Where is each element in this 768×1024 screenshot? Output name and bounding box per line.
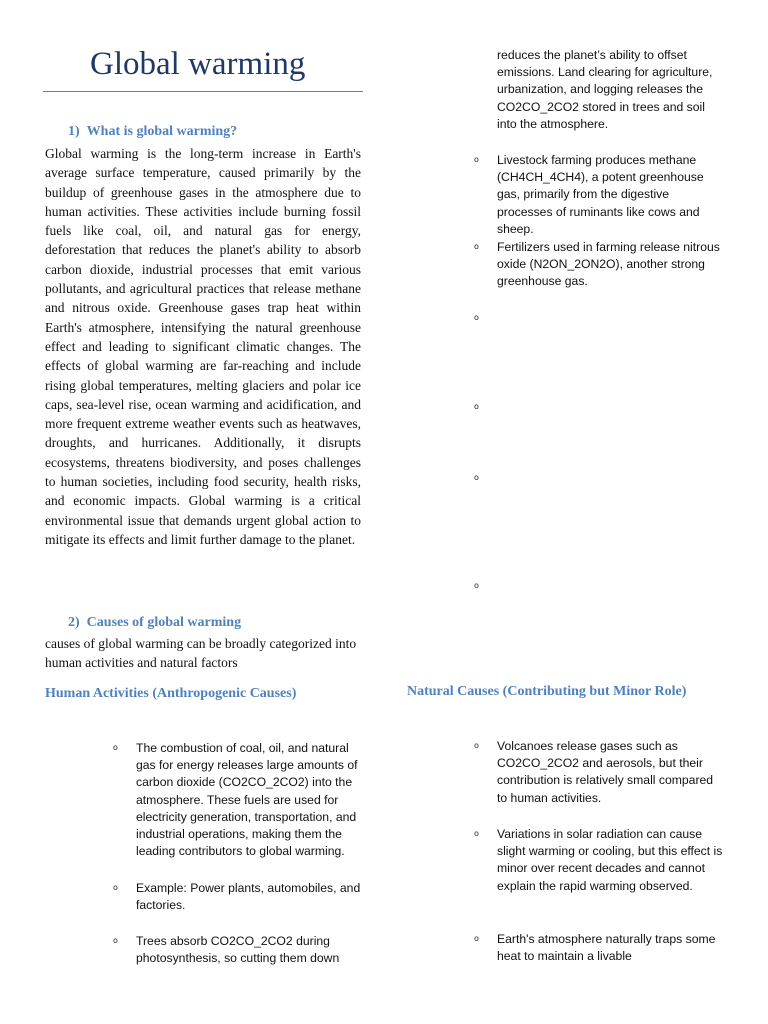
bullet-marker: o xyxy=(113,883,118,892)
bullet-marker: o xyxy=(474,155,479,164)
bullet-marker: o xyxy=(474,829,479,838)
livestock-item: Livestock farming produces methane (CH4CH_4CH4), a potent greenhouse gas, primarily from the digestive processes of ruminants like cows and sheep. xyxy=(497,153,704,236)
section1-paragraph: Global warming is the long-term increase in Earth's average surface temperature, caused primarily by the buildup of greenhouse gases in the atmosphere due to human activities. These activities include burning fossil fuels like coal, oil, and natural gas for energy, deforestation that reduces the planet's ability to absorb carbon dioxide, industrial processes that emit various pollutants, and agricultural practices that release methane and nitrous oxide. Greenhouse gases trap heat within Earth's atmosphere, intensifying the natural greenhouse effect and leading to significant climatic changes. The effects of global warming are far-reaching and include rising global temperatures, melting glaciers and polar ice caps, sea-level rise, ocean warming and acidification, and more frequent extreme weather events such as heatwaves, droughts, and hurricanes. Additionally, it disrupts ecosystems, threatens biodiversity, and poses challenges to human societies, including food security, health risks, and economic impacts. Global warming is a critical environmental issue that demands urgent global action to mitigate its effects and limit further damage to the planet. xyxy=(45,146,361,547)
natural-item-solar: Variations in solar radiation can cause slight warming or cooling, but this effect is minor over recent decades and cannot explain the rapid warming observed. xyxy=(497,827,723,893)
section2-number: 2) xyxy=(68,615,80,630)
section2-intro: causes of global warming can be broadly categorized into human activities and natural factors xyxy=(45,636,357,670)
natural-item-volcanoes: Volcanoes release gases such as CO2CO_2CO2 and aerosols, but their contribution is relatively small compared to human activities. xyxy=(497,739,714,805)
bullet-marker: o xyxy=(113,743,118,752)
bullet-marker: o xyxy=(474,934,479,943)
natural-causes-heading: Natural Causes (Contributing but Minor Role) xyxy=(407,684,687,699)
bullet-marker: o xyxy=(113,936,118,945)
empty-bullet: o xyxy=(474,581,479,590)
section2-heading-text: Causes of global warming xyxy=(86,615,242,630)
section1-heading-text: What is global warming? xyxy=(86,124,238,139)
fertilizers-item: Fertilizers used in farming release nitrous oxide (N2ON_2ON2O), another strong greenhouse gas. xyxy=(497,240,720,289)
bullet-marker: o xyxy=(474,242,479,251)
bullet-marker: o xyxy=(474,741,479,750)
section1-number: 1) xyxy=(68,124,80,139)
human-item-fossil-fuels: The combustion of coal, oil, and natural gas for energy releases large amounts of carbon dioxide (CO2CO_2CO2) into the atmosphere. These fuels are used for electricity generation, transportation, and industrial operations, making them the leading contributors to global warming. xyxy=(136,741,358,859)
section1-heading xyxy=(68,124,237,140)
empty-bullet: o xyxy=(474,313,479,322)
human-item-deforestation: Trees absorb CO2CO_2CO2 during photosynthesis, so cutting them down xyxy=(136,934,340,966)
empty-bullet: o xyxy=(474,473,479,482)
empty-bullet: o xyxy=(474,402,479,411)
deforestation-continuation: reduces the planet’s ability to offset emissions. Land clearing for agriculture, urbanization, and logging releases the CO2CO_2CO2 stored in trees and soil into the atmosphere. xyxy=(497,48,713,131)
section2-heading xyxy=(68,615,241,631)
human-activities-heading: Human Activities (Anthropogenic Causes) xyxy=(45,686,297,701)
natural-item-atmosphere: Earth's atmosphere naturally traps some heat to maintain a livable xyxy=(497,932,716,964)
document-title: Global warming xyxy=(90,46,306,82)
human-item-example: Example: Power plants, automobiles, and factories. xyxy=(136,881,361,913)
title-underline xyxy=(43,91,363,92)
